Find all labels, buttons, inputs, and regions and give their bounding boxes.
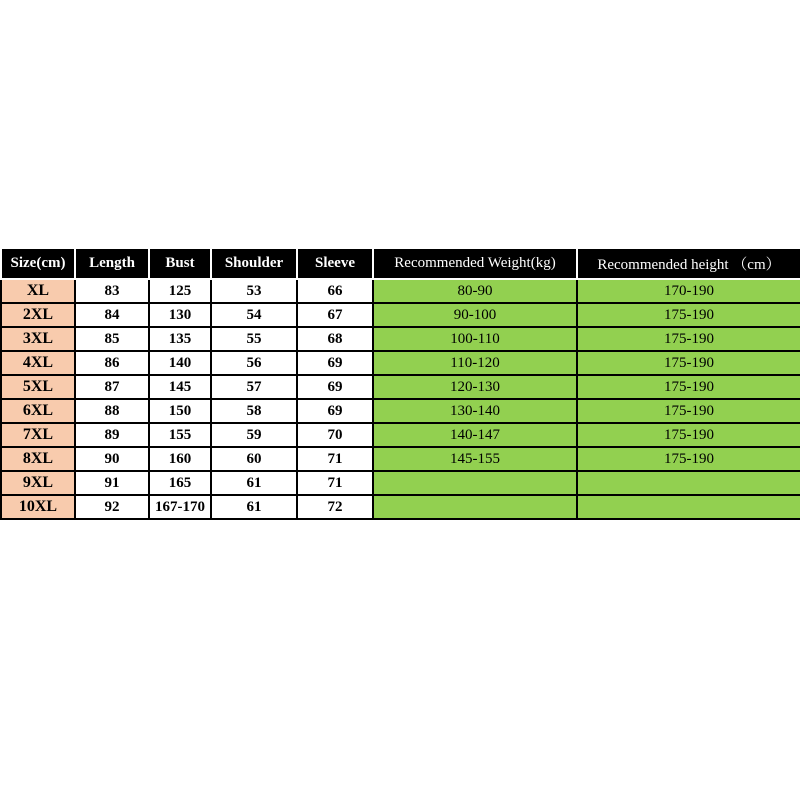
length-cell: 90 [75, 447, 149, 471]
header-shoulder: Shoulder [211, 248, 297, 279]
sleeve-cell: 67 [297, 303, 373, 327]
table-row [1, 399, 800, 423]
sleeve-cell: 69 [297, 399, 373, 423]
header-bust: Bust [149, 248, 211, 279]
shoulder-cell: 59 [211, 423, 297, 447]
table-row [1, 495, 800, 519]
size-cell: 6XL [1, 399, 75, 423]
shoulder-cell: 53 [211, 279, 297, 303]
bust-cell: 155 [149, 423, 211, 447]
table-row [1, 327, 800, 351]
size-cell: 5XL [1, 375, 75, 399]
header-sleeve: Sleeve [297, 248, 373, 279]
header-length: Length [75, 248, 149, 279]
shoulder-cell: 54 [211, 303, 297, 327]
sleeve-cell: 72 [297, 495, 373, 519]
recommended-weight-cell [373, 495, 577, 519]
length-cell: 84 [75, 303, 149, 327]
length-cell: 83 [75, 279, 149, 303]
recommended-height-cell: 175-190 [577, 423, 800, 447]
length-cell: 87 [75, 375, 149, 399]
recommended-height-cell: 175-190 [577, 447, 800, 471]
size-chart-table [0, 247, 800, 520]
bust-cell: 150 [149, 399, 211, 423]
shoulder-cell: 61 [211, 471, 297, 495]
sleeve-cell: 69 [297, 351, 373, 375]
size-cell: XL [1, 279, 75, 303]
table-row [1, 423, 800, 447]
table-row [1, 471, 800, 495]
size-cell: 4XL [1, 351, 75, 375]
recommended-height-cell [577, 495, 800, 519]
length-cell: 88 [75, 399, 149, 423]
sleeve-cell: 69 [297, 375, 373, 399]
length-cell: 85 [75, 327, 149, 351]
size-cell: 8XL [1, 447, 75, 471]
size-cell: 9XL [1, 471, 75, 495]
header-recommended-height: Recommended height （cm） [577, 248, 800, 279]
recommended-weight-cell: 140-147 [373, 423, 577, 447]
size-cell: 3XL [1, 327, 75, 351]
size-cell: 2XL [1, 303, 75, 327]
bust-cell: 125 [149, 279, 211, 303]
recommended-height-cell [577, 471, 800, 495]
table-row [1, 303, 800, 327]
table-row [1, 279, 800, 303]
header-row [1, 248, 800, 279]
shoulder-cell: 58 [211, 399, 297, 423]
recommended-height-cell: 175-190 [577, 327, 800, 351]
length-cell: 86 [75, 351, 149, 375]
sleeve-cell: 71 [297, 447, 373, 471]
bust-cell: 145 [149, 375, 211, 399]
size-cell: 7XL [1, 423, 75, 447]
recommended-height-cell: 175-190 [577, 303, 800, 327]
table-row [1, 447, 800, 471]
bust-cell: 130 [149, 303, 211, 327]
shoulder-cell: 60 [211, 447, 297, 471]
recommended-weight-cell: 120-130 [373, 375, 577, 399]
recommended-weight-cell: 90-100 [373, 303, 577, 327]
shoulder-cell: 57 [211, 375, 297, 399]
sleeve-cell: 70 [297, 423, 373, 447]
shoulder-cell: 56 [211, 351, 297, 375]
bust-cell: 167-170 [149, 495, 211, 519]
recommended-height-cell: 175-190 [577, 375, 800, 399]
shoulder-cell: 55 [211, 327, 297, 351]
bust-cell: 140 [149, 351, 211, 375]
recommended-weight-cell: 80-90 [373, 279, 577, 303]
shoulder-cell: 61 [211, 495, 297, 519]
recommended-height-cell: 175-190 [577, 351, 800, 375]
sleeve-cell: 68 [297, 327, 373, 351]
bust-cell: 160 [149, 447, 211, 471]
sleeve-cell: 71 [297, 471, 373, 495]
recommended-height-cell: 170-190 [577, 279, 800, 303]
recommended-weight-cell: 110-120 [373, 351, 577, 375]
header-size: Size(cm) [1, 248, 75, 279]
length-cell: 91 [75, 471, 149, 495]
header-recommended-weight: Recommended Weight(kg) [373, 248, 577, 279]
recommended-weight-cell: 130-140 [373, 399, 577, 423]
length-cell: 89 [75, 423, 149, 447]
table-row [1, 375, 800, 399]
bust-cell: 135 [149, 327, 211, 351]
recommended-weight-cell: 100-110 [373, 327, 577, 351]
sleeve-cell: 66 [297, 279, 373, 303]
recommended-weight-cell: 145-155 [373, 447, 577, 471]
size-cell: 10XL [1, 495, 75, 519]
table-row [1, 351, 800, 375]
recommended-height-cell: 175-190 [577, 399, 800, 423]
length-cell: 92 [75, 495, 149, 519]
bust-cell: 165 [149, 471, 211, 495]
recommended-weight-cell [373, 471, 577, 495]
